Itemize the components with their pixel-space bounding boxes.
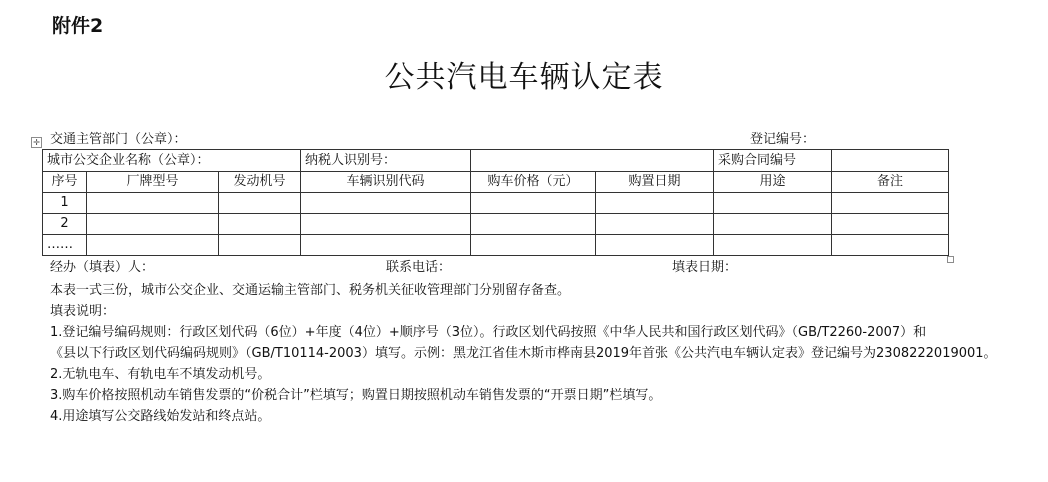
col-header-vin: 车辆识别代码 bbox=[301, 172, 471, 193]
table-cell[interactable] bbox=[87, 214, 219, 235]
table-cell[interactable] bbox=[714, 214, 832, 235]
col-header-purchase-date: 购置日期 bbox=[596, 172, 714, 193]
table-cell[interactable] bbox=[832, 214, 949, 235]
copies-note: 本表一式三份，城市公交企业、交通运输主管部门、税务机关征收管理部门分别留存备查。 bbox=[50, 283, 571, 298]
table-cell[interactable] bbox=[87, 193, 219, 214]
note-item-1-continued: 《县以下行政区划代码编码规则》（GB/T10114-2003）填写。示例：黑龙江省佳木斯市桦南县2019年首张《公共汽电车辆认定表》登记编号为2308222019001。 bbox=[50, 346, 997, 361]
row-number: 1 bbox=[43, 193, 87, 214]
col-header-engine: 发动机号 bbox=[219, 172, 301, 193]
row-number: …… bbox=[43, 235, 87, 256]
table-cell[interactable] bbox=[714, 193, 832, 214]
table-row bbox=[43, 193, 949, 214]
table-cell[interactable] bbox=[832, 193, 949, 214]
table-cell[interactable] bbox=[87, 235, 219, 256]
vehicle-form-table bbox=[42, 149, 949, 256]
table-cell[interactable] bbox=[219, 235, 301, 256]
col-header-usage: 用途 bbox=[714, 172, 832, 193]
move-handle-icon[interactable]: ✛ bbox=[31, 137, 42, 148]
table-row bbox=[43, 214, 949, 235]
form-title: 公共汽电车辆认定表 bbox=[384, 60, 664, 95]
row-number: 2 bbox=[43, 214, 87, 235]
registration-number-label: 登记编号： bbox=[750, 132, 816, 147]
fill-date-label: 填表日期： bbox=[672, 260, 738, 275]
note-item-2: 2.无轨电车、有轨电车不填发动机号。 bbox=[50, 367, 271, 382]
taxpayer-id-field[interactable] bbox=[471, 150, 714, 172]
table-cell[interactable] bbox=[219, 214, 301, 235]
contract-number-field[interactable] bbox=[832, 150, 949, 172]
table-cell[interactable] bbox=[596, 214, 714, 235]
table-cell[interactable] bbox=[596, 193, 714, 214]
table-cell[interactable] bbox=[471, 193, 596, 214]
dept-seal-label: 交通主管部门（公章）： bbox=[50, 132, 187, 147]
notes-section bbox=[50, 280, 1010, 427]
col-header-remarks: 备注 bbox=[832, 172, 949, 193]
attachment-label: 附件2 bbox=[52, 15, 104, 37]
contract-number-label: 采购合同编号 bbox=[714, 150, 832, 172]
table-cell[interactable] bbox=[832, 235, 949, 256]
col-header-model: 厂牌型号 bbox=[87, 172, 219, 193]
company-info-row bbox=[43, 150, 949, 172]
table-cell[interactable] bbox=[301, 235, 471, 256]
company-name-label: 城市公交企业名称（公章）： bbox=[43, 150, 301, 172]
taxpayer-id-label: 纳税人识别号： bbox=[301, 150, 471, 172]
table-cell[interactable] bbox=[301, 214, 471, 235]
table-cell[interactable] bbox=[714, 235, 832, 256]
table-cell[interactable] bbox=[301, 193, 471, 214]
handler-label: 经办（填表）人： bbox=[50, 260, 155, 275]
table-row bbox=[43, 235, 949, 256]
table-cell[interactable] bbox=[471, 235, 596, 256]
note-item-1: 1.登记编号编码规则：行政区划代码（6位）+年度（4位）+顺序号（3位）。行政区划代码按照《中华人民共和国行政区划代码》（GB/T2260-2007）和 bbox=[50, 325, 927, 340]
col-header-price: 购车价格（元） bbox=[471, 172, 596, 193]
col-header-serial: 序号 bbox=[43, 172, 87, 193]
table-cell[interactable] bbox=[471, 214, 596, 235]
column-header-row bbox=[43, 172, 949, 193]
phone-label: 联系电话： bbox=[386, 260, 452, 275]
table-cell[interactable] bbox=[219, 193, 301, 214]
resize-handle-icon[interactable] bbox=[947, 256, 954, 263]
note-item-4: 4.用途填写公交路线始发站和终点站。 bbox=[50, 409, 271, 424]
table-cell[interactable] bbox=[596, 235, 714, 256]
note-item-3: 3.购车价格按照机动车销售发票的“价税合计”栏填写；购置日期按照机动车销售发票的“开票日期”栏填写。 bbox=[50, 388, 662, 403]
notes-heading: 填表说明： bbox=[50, 304, 116, 319]
